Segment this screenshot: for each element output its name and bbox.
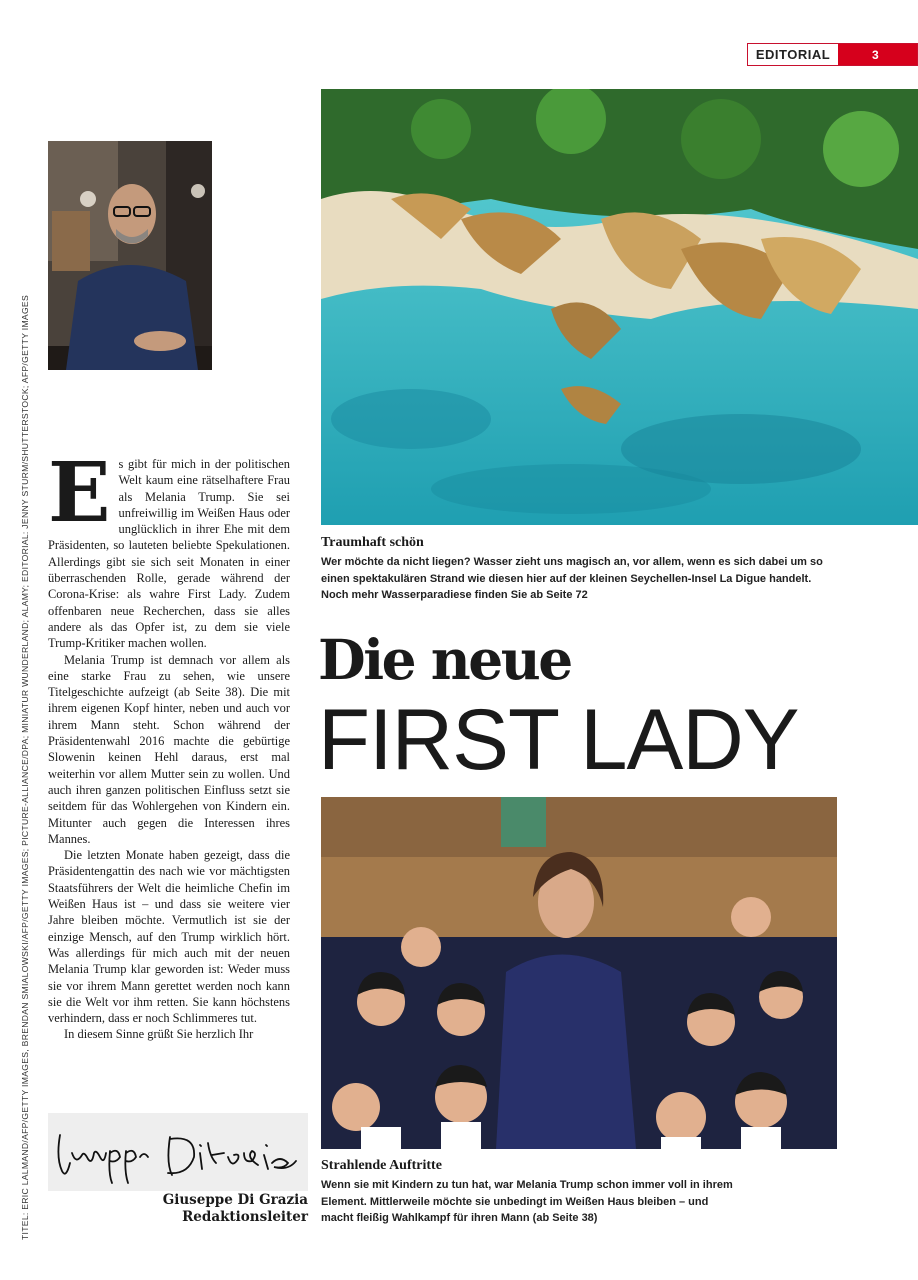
editorial-paragraph-text: s gibt für mich in der politischen Welt kaum eine rätselhaftere Frau als Melania Trump. Sie sei unfreiwillig im Weißen Haus oder unglücklich in ihrer Ehe mit dem Präsidenten, so lauteten beliebte Spekulationen. Allerdings gibt sie sich seit Monaten in einer überraschenden Rolle, gerade während der Corona-Krise: als wahre First Lady. Zudem offenbaren neue Recherchen, dass sie alles andere als das Opfer ist, zu dem sie viele Trump-Kritiker machen wollen.: [48, 457, 290, 651]
section-label: EDITORIAL: [748, 44, 838, 65]
author-name: Giuseppe Di Grazia: [162, 1192, 308, 1208]
author-block: [163, 1192, 308, 1226]
first-lady-photo: [321, 797, 837, 1149]
first-lady-caption-text: Wenn sie mit Kindern zu tun hat, war Melania Trump schon immer voll in ihrem Element. Mittlerweile möchte sie unbedingt im Weißen Haus bleiben – und macht fleißig Wahlkampf für ihren Mann (ab Seite 38): [321, 1179, 733, 1224]
beach-caption: [321, 535, 831, 604]
editorial-paragraph: Melania Trump ist demnach vor allem als eine starke Frau zu sehen, wie unsere Titelgeschichte aufzeigt (ab Seite 38). Die mit ihrem eigenen Kopf hinter, neben und auch vor ihrem Mann steht. Schon während der Präsidentenwahl 2016 machte die gebürtige Slowenin keinen Hehl daraus, erst mal weiterhin vor allem Mutter sein zu wollen. Und auch ihren ganzen politischen Einfluss setzt sie seitdem für das Wohlergehen von Kindern ein. Mitunter auch gegen die Interessen ihres Mannes.: [48, 652, 290, 846]
beach-photo-image: [321, 89, 918, 525]
drop-cap: E: [48, 445, 111, 541]
signature-image: [48, 1113, 308, 1191]
author-role: Redaktionsleiter: [182, 1209, 308, 1225]
cover-headline-line1: Die neue: [318, 627, 571, 692]
editorial-text: [48, 445, 290, 1043]
beach-caption-text: Wer möchte da nicht liegen? Wasser zieht uns magisch an, vor allem, wenn es sich dabei um so einen spektakulären Strand wie diesen hier auf der kleinen Seychellen-Insel La Digue handelt. Noch mehr Wasserparadiese finden Sie ab Seite 72: [321, 556, 823, 601]
photo-credit: TITEL: ERIC LALMAND/AFP/GETTY IMAGES, BRENDAN SMIALOWSKI/AFP/GETTY IMAGES; PICTURE-ALLIANCE/DPA; MINIATUR WUNDERLAND; ALAMY; EDITORIAL: JENNY STURM/SHUTTERSTOCK; AFP/GETTY IMAGES: [20, 295, 30, 1240]
beach-caption-title: Traumhaft schön: [321, 535, 424, 550]
first-lady-photo-image: [321, 797, 837, 1149]
beach-photo: [321, 89, 918, 525]
page-number: 3: [838, 44, 917, 65]
editorial-paragraph: In diesem Sinne grüßt Sie herzlich Ihr: [64, 1027, 254, 1042]
first-lady-caption-title: Strahlende Auftritte: [321, 1158, 442, 1173]
cover-headline-line2: FIRST LADY: [318, 692, 799, 788]
first-lady-caption: [321, 1158, 741, 1227]
editor-portrait-image: [48, 141, 212, 370]
editor-portrait: [48, 141, 212, 370]
signature: [48, 1113, 308, 1191]
section-tab: [747, 43, 918, 66]
editorial-paragraph: [48, 445, 290, 652]
editorial-paragraph: Die letzten Monate haben gezeigt, dass die Präsidentengattin des nach wie vor mächtigsten Staatsführers der Welt die heimliche Chefin im Weißen Haus ist – und dass sie weitere vier Jahre bleiben möchte. Vermutlich ist sie der einzige Mensch, auf den Trump wirklich hört. Was allerdings für mich auch mit der neuen Melania Trump klar geworden ist: Weder muss sie vor ihrem Mann gerettet werden noch kann sie die Welt vor ihm retten. Sie kann höchstens verhindern, dass er noch Schlimmeres tut.: [48, 848, 290, 1026]
